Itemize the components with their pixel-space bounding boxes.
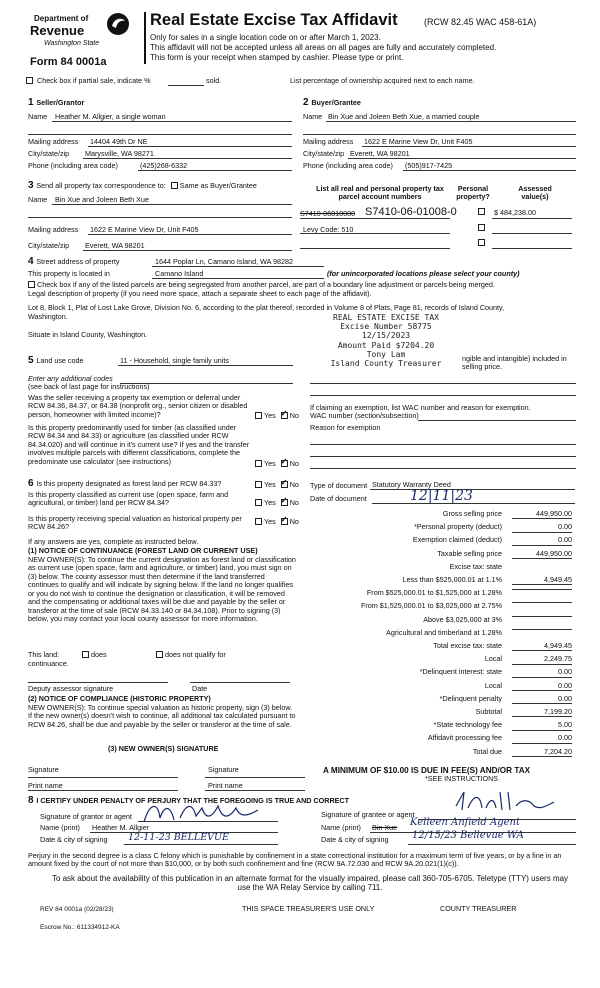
timber-question: Is this property predominantly used for timber (as classified under RCW 84.34 and 84.33) or agriculture (as classified under RCW 84.34.020) and will continue in it's current use? If yes and the transfer involves multiple parcels with different classifications, complete the predominate use calculator (see instructions) xyxy=(28,423,250,466)
tax-row-label: Excise tax: state xyxy=(449,561,502,571)
tax-row-label: Gross selling price xyxy=(442,509,502,518)
escrow-number: Escrow No.: 611334912-KA xyxy=(40,924,120,931)
partial-sale-row xyxy=(26,77,150,85)
tax-row-label: Exemption claimed (deduct) xyxy=(412,535,502,545)
seller-section: 1 Seller/Grantor xyxy=(28,97,85,108)
seller-city-label: City/state/zip xyxy=(28,149,70,158)
seller-heading: Seller/Grantor xyxy=(36,98,85,107)
tax-row-label: *State technology fee xyxy=(433,720,502,730)
street-address[interactable]: 1644 Poplar Ln, Camano Island, WA 98282 xyxy=(155,257,293,266)
stamp-line-2: Excise Number 58775 xyxy=(340,322,432,332)
notice-3-heading: (3) NEW OWNER(S) SIGNATURE xyxy=(108,744,219,753)
grantor-date[interactable]: 12-11-23 BELLEVUE xyxy=(128,832,229,843)
forest-question-row: 6 Is this property designated as forest land per RCW 84.33? xyxy=(28,478,222,489)
exemption-claim-label: If claiming an exemption, list WAC number and reason for exemption. xyxy=(310,403,531,412)
legal-line-2[interactable]: Washington. xyxy=(28,312,68,321)
perjury-text: Perjury in the second degree is a class C felony which is punishable by confinement in a state correctional institution for a maximum term of five years, or by a fine in an amount fixed by the court of not more than $10,000, or by both such confinement and fine (RCW 9A.72.030 and RCW 9A.20.021(1)(c)). xyxy=(28,851,562,869)
seller-mail[interactable]: 14404 49th Dr NE xyxy=(90,137,148,146)
certify-heading: I CERTIFY UNDER PENALTY OF PERJURY THAT THE FOREGOING IS TRUE AND CORRECT xyxy=(36,796,350,805)
see-instructions-note: *SEE INSTRUCTIONS xyxy=(425,774,499,783)
personal-property-checkbox-2[interactable] xyxy=(478,224,485,231)
tax-row-value[interactable]: 0.00 xyxy=(512,682,572,691)
tax-row-value[interactable] xyxy=(512,589,572,590)
current-use-yes-label: Yes xyxy=(264,498,276,507)
tax-row-label: *Delinquent penalty xyxy=(439,693,502,703)
subtitle-1: Only for sales in a single location code on or after March 1, 2023. xyxy=(150,33,381,42)
reason-label: Reason for exemption xyxy=(310,423,381,432)
grantor-signature-label: Signature of grantor or agent xyxy=(40,812,132,821)
personal-col-header: Personal property? xyxy=(456,184,490,202)
assessed-col-header: Assessed value(s) xyxy=(518,184,552,202)
owner-signature-label-1: Signature xyxy=(28,765,59,774)
form-rcw: (RCW 82.45 WAC 458-61A) xyxy=(424,17,537,27)
tax-row-label: Taxable selling price xyxy=(437,548,502,558)
land-use-code[interactable]: 11 - Household, single family units xyxy=(120,356,229,365)
forest-yes-label: Yes xyxy=(264,480,276,489)
tax-row-value[interactable]: 4,949.45 xyxy=(512,576,572,585)
forest-yes-checkbox[interactable] xyxy=(255,481,262,488)
dept-line1: Department of xyxy=(34,14,89,23)
doc-type-label: Type of document xyxy=(310,481,368,490)
grantor-name-label: Name (print) xyxy=(40,823,80,832)
tax-row-label: Total due xyxy=(472,746,502,756)
street-row: 4 Street address of property xyxy=(28,256,120,267)
see-back-label: (see back of last page for instructions) xyxy=(28,382,150,391)
street-label: Street address of property xyxy=(36,257,120,266)
ownership-note: List percentage of ownership acquired next to each name. xyxy=(290,76,475,85)
parcel-struck: S7410-06010080 xyxy=(300,209,356,218)
assessed-value[interactable]: $ 484,238.00 xyxy=(494,208,536,217)
located-value[interactable]: Camano Island xyxy=(155,269,204,278)
does-not-label: does not qualify for xyxy=(165,650,226,659)
forest-no-label: No xyxy=(289,480,299,489)
grantee-struck-name: Bin Xue xyxy=(372,823,398,832)
dept-line2: Revenue xyxy=(30,23,85,38)
buyer-phone[interactable]: (505)917-7425 xyxy=(405,161,453,170)
dor-swirl-icon xyxy=(106,12,130,36)
tax-row-value[interactable]: 4,949.45 xyxy=(512,642,572,651)
notice-1-body: NEW OWNER(S): To continue the current designation as forest land or classification as current use (open space, farm and agriculture, or timber) land, you must sign on (3) below. The county assessor must then determine if the land transferred continues to qualify and will indicate by signing below. If the land no longer qualifies or you do not wish to continue the designation or classification, it will be removed and the compensating or additional taxes will be due and payable by the seller or transferor at the time of sale (RCW 84.33.140 or 84.34.108). Prior to signing (3) below, you may contact your local county assessor for more information. xyxy=(28,555,296,624)
grantee-date[interactable]: 12/15/23 Bellevue WA xyxy=(412,830,524,841)
tax-row-label: Total excise tax: state xyxy=(433,641,502,650)
same-as-buyer-label: Same as Buyer/Grantee xyxy=(179,181,257,190)
buyer-name-label: Name xyxy=(303,112,323,121)
doc-date-label: Date of document xyxy=(310,494,367,503)
tax-row-label: *Personal property (deduct) xyxy=(414,522,502,532)
rev-number: REV 84 0001a (02/28/23) xyxy=(40,906,114,913)
seller-phone[interactable]: (425)268-6332 xyxy=(140,161,188,170)
stamp-line-3: 12/15/2023 xyxy=(361,331,411,341)
current-use-question: Is this property classified as current use (open space, farm and agricultural, or timber) land per RCW 84.34? xyxy=(28,490,229,508)
stamp-line-4: Amount Paid $7204.20 xyxy=(337,340,435,350)
seller-city[interactable]: Marysville, WA 98271 xyxy=(85,149,154,158)
forest-no-checkbox[interactable] xyxy=(281,481,288,488)
buyer-city-label: City/state/zip xyxy=(303,149,345,158)
corr-name-label: Name xyxy=(28,195,48,204)
tax-row-label: *Delinquent interest: state xyxy=(419,667,502,677)
deputy-date-label: Date xyxy=(192,684,208,693)
buyer-city[interactable]: Everett, WA 98201 xyxy=(350,149,410,158)
dept-line3: Washington State xyxy=(44,40,100,47)
forest-question: Is this property designated as forest land per RCW 84.33? xyxy=(36,479,222,488)
corr-name[interactable]: Bin Xue and Joleen Beth Xue xyxy=(55,195,149,204)
tax-row-value[interactable] xyxy=(512,629,572,630)
tax-row-value[interactable]: 449,950.00 xyxy=(512,550,572,559)
minimum-due-note: A MINIMUM OF $10.00 IS DUE IN FEE(S) AND/OR TAX xyxy=(323,766,531,775)
legal-label: Legal description of property (if you need more space, attach a separate sheet to each page of the affidavit). xyxy=(28,289,372,298)
located-label: This property is located in xyxy=(28,269,110,278)
seller-mail-label: Mailing address xyxy=(28,137,79,146)
buyer-phone-label: Phone (including area code) xyxy=(303,161,393,170)
historic-question: Is this property receiving special valuation as historical property per RCW 84.26? xyxy=(28,514,242,532)
owner-print-label-1: Print name xyxy=(28,781,63,790)
form-number: Form 84 0001a xyxy=(30,56,107,68)
land-use-label: Land use code xyxy=(36,356,84,365)
buyer-mail-label: Mailing address xyxy=(303,137,354,146)
corr-city-label: City/state/zip xyxy=(28,241,70,250)
segregated-checkbox[interactable] xyxy=(28,281,35,288)
correspondence-heading: Send all property tax correspondence to: xyxy=(36,181,166,190)
notice-2-heading: (2) NOTICE OF COMPLIANCE (HISTORIC PROPERTY) xyxy=(28,694,211,703)
tax-row-value[interactable]: 0.00 xyxy=(512,523,572,532)
tax-row-label: Agricultural and timberland at 1.28% xyxy=(386,627,502,637)
segregated-label: Check box if any of the listed parcels are being segregated from another parcel, are part of a boundary line adjustment or parcels being merged. xyxy=(37,280,495,289)
tax-row-value[interactable]: 2,249.75 xyxy=(512,655,572,664)
stamp-line-6: Island County Treasurer xyxy=(330,358,442,368)
tax-row-label: Subtotal xyxy=(475,707,502,716)
does-not-checkbox[interactable] xyxy=(156,651,163,658)
levy-label: Levy Code: xyxy=(303,225,340,234)
timber-yes-label: Yes xyxy=(264,459,276,468)
correspondence-section: 3 Send all property tax correspondence to: Same as Buyer/Grantee xyxy=(28,180,257,191)
continuance-label: continuance. xyxy=(28,659,69,668)
grantee-signature-label: Signature of grantee or agent xyxy=(321,810,415,819)
county-treasurer-label: COUNTY TREASURER xyxy=(440,904,517,913)
grantee-name[interactable]: Kelleen Anfield Agent xyxy=(410,817,520,828)
corr-city[interactable]: Everett, WA 98201 xyxy=(85,241,145,250)
levy-code[interactable]: 510 xyxy=(341,225,354,234)
buyer-mail[interactable]: 1622 E Marine View Dr, Unit F405 xyxy=(364,137,473,146)
exemption-yes-checkbox[interactable] xyxy=(255,412,262,419)
historic-no-checkbox[interactable] xyxy=(281,518,288,525)
exemption-no-checkbox[interactable] xyxy=(281,412,288,419)
grantee-signature[interactable] xyxy=(450,788,560,818)
owner-signature-label-2: Signature xyxy=(208,765,239,774)
legal-line-1[interactable]: Lot 8, Block 1, Plat of Lost Lake Grove, Division No. 6, according to the plat thereof, recorded in Volume 8 of Plats, Page 81, records of Island County, xyxy=(28,303,505,312)
historic-no-label: No xyxy=(289,517,299,526)
wac-label: WAC number (section/subsection) xyxy=(310,411,419,420)
buyer-heading: Buyer/Grantee xyxy=(311,98,361,107)
tax-row-value[interactable]: 0.00 xyxy=(512,536,572,545)
sold-label: sold. xyxy=(206,76,222,85)
additional-codes-label: Enter any additional codes xyxy=(28,374,113,383)
tax-row-value[interactable]: 5.00 xyxy=(512,721,572,730)
partial-sale-label: Check box if partial sale, indicate % xyxy=(37,76,151,85)
current-use-yes-checkbox[interactable] xyxy=(255,499,262,506)
exemption-no-label: No xyxy=(289,411,299,420)
grantor-name[interactable]: Heather M. Allgier xyxy=(92,823,150,832)
legal-line-3[interactable]: Situate in Island County, Washington. xyxy=(28,330,148,339)
seller-phone-label: Phone (including area code) xyxy=(28,161,118,170)
grantee-date-label: Date & city of signing xyxy=(321,835,389,844)
grantee-name-label: Name (print) xyxy=(321,823,361,832)
treasurer-stamp xyxy=(306,313,466,368)
personal-property-checkbox-3[interactable] xyxy=(478,239,485,246)
current-use-no-checkbox[interactable] xyxy=(281,499,288,506)
seller-name-label: Name xyxy=(28,112,48,121)
notice-2-body: NEW OWNER(S): To continue special valuation as historic property, sign (3) below. If the new owner(s) doesn't wish to continue, all additional tax calculated pursuant to RCW 84.26, shall be due and payable by the seller or transferor at the time of sale. xyxy=(28,703,296,729)
exemption-yes-label: Yes xyxy=(264,411,276,420)
parcel-number[interactable]: S7410-06-01008-0 xyxy=(365,206,457,218)
historic-yes-checkbox[interactable] xyxy=(255,518,262,525)
tax-row-value[interactable]: 0.00 xyxy=(512,695,572,704)
grantor-signature[interactable] xyxy=(140,798,270,828)
owner-print-label-2: Print name xyxy=(208,781,243,790)
header-divider xyxy=(144,12,146,64)
deputy-signature-label: Deputy assessor signature xyxy=(28,684,114,693)
tax-row-value[interactable]: 7,204.20 xyxy=(512,748,572,757)
tax-row-value[interactable]: 0.00 xyxy=(512,668,572,677)
alt-format-text: To ask about the availability of this publication in an alternate format for the visually impaired, please call 360-705-6705. Teletype (TTY) users may use the WA Relay Service by calling 711. xyxy=(51,874,569,893)
land-use-row: 5 Land use code xyxy=(28,355,84,366)
corr-mail[interactable]: 1622 E Marine View Dr, Unit F405 xyxy=(90,225,199,234)
dor-logo xyxy=(30,12,142,56)
current-use-no-label: No xyxy=(289,498,299,507)
same-as-buyer-checkbox[interactable] xyxy=(171,182,178,189)
tax-row-label: Local xyxy=(484,680,502,690)
partial-sale-checkbox[interactable] xyxy=(26,77,33,84)
does-label: does xyxy=(91,650,107,659)
doc-date[interactable]: 12|11|23 xyxy=(410,488,473,504)
stamp-line-1: REAL ESTATE EXCISE TAX xyxy=(333,313,439,322)
tax-row-label: Less than $525,000.01 at 1.1% xyxy=(402,575,502,584)
tax-row-label: From $525,000.01 to $1,525,000 at 1.28% xyxy=(366,588,502,598)
tax-row-label: Local xyxy=(484,654,502,664)
certify-row: 8 I CERTIFY UNDER PENALTY OF PERJURY THAT THE FOREGOING IS TRUE AND CORRECT xyxy=(28,795,350,806)
tax-row-value[interactable]: 0.00 xyxy=(512,734,572,743)
notice-1-heading: (1) NOTICE OF CONTINUANCE (FOREST LAND OR CURRENT USE) xyxy=(28,546,258,555)
corr-mail-label: Mailing address xyxy=(28,225,79,234)
timber-yes-checkbox[interactable] xyxy=(255,460,262,467)
historic-yes-label: Yes xyxy=(264,517,276,526)
subtitle-2: This affidavit will not be accepted unless all areas on all pages are fully and accurately completed. xyxy=(150,43,497,52)
form-title: Real Estate Excise Tax Affidavit xyxy=(150,11,398,29)
tax-row-value[interactable] xyxy=(512,616,572,617)
tax-row-value[interactable]: 449,950.00 xyxy=(512,510,572,519)
timber-no-checkbox[interactable] xyxy=(281,460,288,467)
parcel-col-header: List all real and personal property tax parcel account numbers xyxy=(316,184,444,202)
buyer-name[interactable]: Bin Xue and Joleen Beth Xue, a married couple xyxy=(328,112,480,121)
subtitle-3: This form is your receipt when stamped by cashier. Please type or print. xyxy=(150,53,404,62)
stamp-line-5: Tony Lam xyxy=(366,349,406,359)
stamp-tail-text: ngible and intangible) included in selling price. xyxy=(462,354,567,372)
grantor-date-label: Date & city of signing xyxy=(40,835,108,844)
tax-row-label: From $1,525,000.01 to $3,025,000 at 2.75% xyxy=(360,601,502,611)
exemption-question: Was the seller receiving a property tax exemption or deferral under RCW 84.36, 84.37, or 84.38 (nonprofit org., senior citizen or disabled person, homeowner with limited income)? xyxy=(28,393,248,419)
timber-no-label: No xyxy=(289,459,299,468)
if-yes-note: If any answers are yes, complete as instructed below. xyxy=(28,537,199,546)
personal-property-checkbox-1[interactable] xyxy=(478,208,485,215)
tax-row-label: Above $3,025,000 at 3% xyxy=(423,614,502,624)
seller-name[interactable]: Heather M. Allgier, a single woman xyxy=(55,112,166,121)
tax-row-value[interactable] xyxy=(512,602,572,603)
doc-type[interactable]: Statutory Warranty Deed xyxy=(372,480,451,489)
does-checkbox[interactable] xyxy=(82,651,89,658)
this-land-label: This land: xyxy=(28,650,60,659)
treasurer-use-label: THIS SPACE TREASURER'S USE ONLY xyxy=(242,904,375,913)
tax-row-value[interactable]: 7,199.20 xyxy=(512,708,572,717)
tax-row-label: Affidavit processing fee xyxy=(427,733,502,743)
located-note: (for unincorporated locations please select your county) xyxy=(327,269,520,278)
buyer-section: 2 Buyer/Grantee xyxy=(303,97,361,108)
